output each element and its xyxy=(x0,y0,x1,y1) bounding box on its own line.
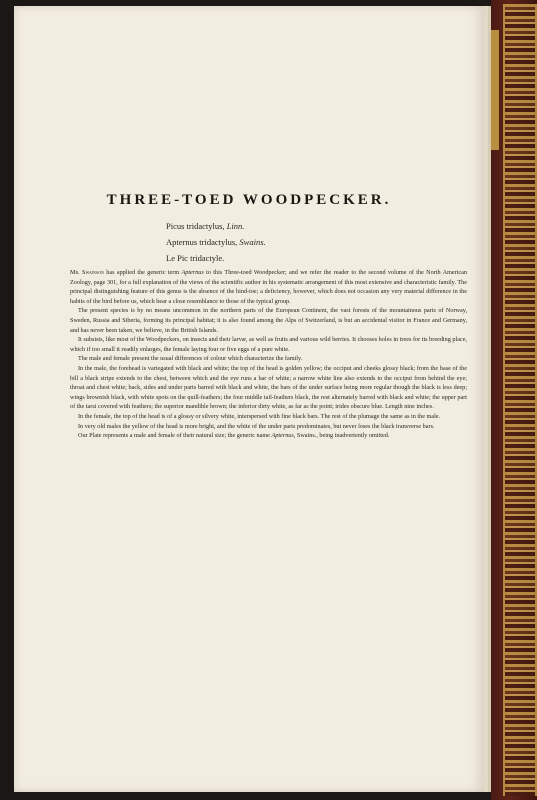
text-run: , Swains., being inadvertently omitted. xyxy=(293,432,390,440)
page-title: THREE-TOED WOODPECKER. xyxy=(106,192,392,208)
text-run: Apternus xyxy=(181,269,204,276)
paragraph xyxy=(70,422,467,432)
species-name-line xyxy=(166,250,266,266)
text-run: In very old males the yellow of the head is more bright, and the white of the under parts predominates, but never loses the black transverse bars. xyxy=(78,422,435,430)
body-text xyxy=(70,268,467,441)
text-run: It subsists, like most of the Woodpeckers, on insects and their larvæ, as well as fruits and various wild berries. It chooses holes in trees for its breeding place, which if too small it readily enlarges, the female laying four or five eggs of a pure white. xyxy=(70,336,467,353)
gilt-border-decoration xyxy=(503,4,537,796)
text-run: In the female, the top of the head is of a glossy or silvery white, interspersed with fine black bars. The rest of the plumage the same as in the male. xyxy=(78,412,441,420)
species-name-line xyxy=(166,218,266,234)
species-name-line xyxy=(166,234,266,250)
paragraph xyxy=(70,412,467,422)
text-run: The present species is by no means uncommon in the northern parts of the European Continent, the vast forests of the mountainous parts of Norway, Sweden, Russia and Siberia, forming its principal habitat; it is also found among the Alps of Switzerland, is but an accidental visitor in France and Germany, and has never been taken, we believe, in the British Islands. xyxy=(70,307,467,334)
species-name: Apternus tridactylus, xyxy=(166,237,238,247)
paragraph xyxy=(70,431,467,441)
text-run: to this Three-toed Woodpecker; and we refer the reader to the second volume of the North American Zoology, page 301, for a full explanation of the views of the scientific author in his systematic arrangement of this most extensive and characteristic family. The principal distinguishing feature of this genus is the absence of the hind-toe; a deficiency, however, which does not occasion any very material difference in the habits of the bird before us, which bear a close resemblance to those of the typical group. xyxy=(70,269,467,305)
text-run: Mr. Swainson xyxy=(70,269,104,276)
page-edge xyxy=(488,6,491,792)
paragraph xyxy=(70,354,467,364)
book-page xyxy=(14,6,484,792)
text-run: Apternus xyxy=(271,432,294,440)
text-run: In the male, the forehead is variegated with black and white; the top of the head is golden yellow; the occiput and cheeks glossy black; from the base of the bill a black stripe extends to the chest, between which and the eye runs a bar of white; a narrow white line also extends to the occiput from behind the eye; throat and chest white; back, sides and under parts barred with black and white, the bars of the under surface being more regular though the black is less deep; wings brownish black, with white spots on the quill-feathers; the four middle tail-feathers black, the rest alternately barred with black and white; the upper part of the tarsi covered with feathers; the superior mandible brown; the inferior dirty white, as far as the point; irides obscure blue. Length nine inches. xyxy=(70,364,467,411)
species-names xyxy=(166,218,266,266)
paragraph xyxy=(70,364,467,412)
species-name: Le Pic tridactyle. xyxy=(166,253,225,263)
paragraph xyxy=(70,306,467,335)
text-run: has applied the generic term xyxy=(103,269,182,276)
paragraph xyxy=(70,268,467,306)
species-authority: Linn. xyxy=(226,221,245,231)
species-authority: Swains. xyxy=(239,237,266,247)
bookmark-ribbon xyxy=(491,30,499,150)
species-name: Picus tridactylus, xyxy=(166,221,225,231)
text-run: Our Plate represents a male and female of their natural size; the generic name xyxy=(78,432,272,440)
text-run: The male and female present the usual differences of colour which characterize the family. xyxy=(78,355,303,363)
paragraph xyxy=(70,335,467,354)
